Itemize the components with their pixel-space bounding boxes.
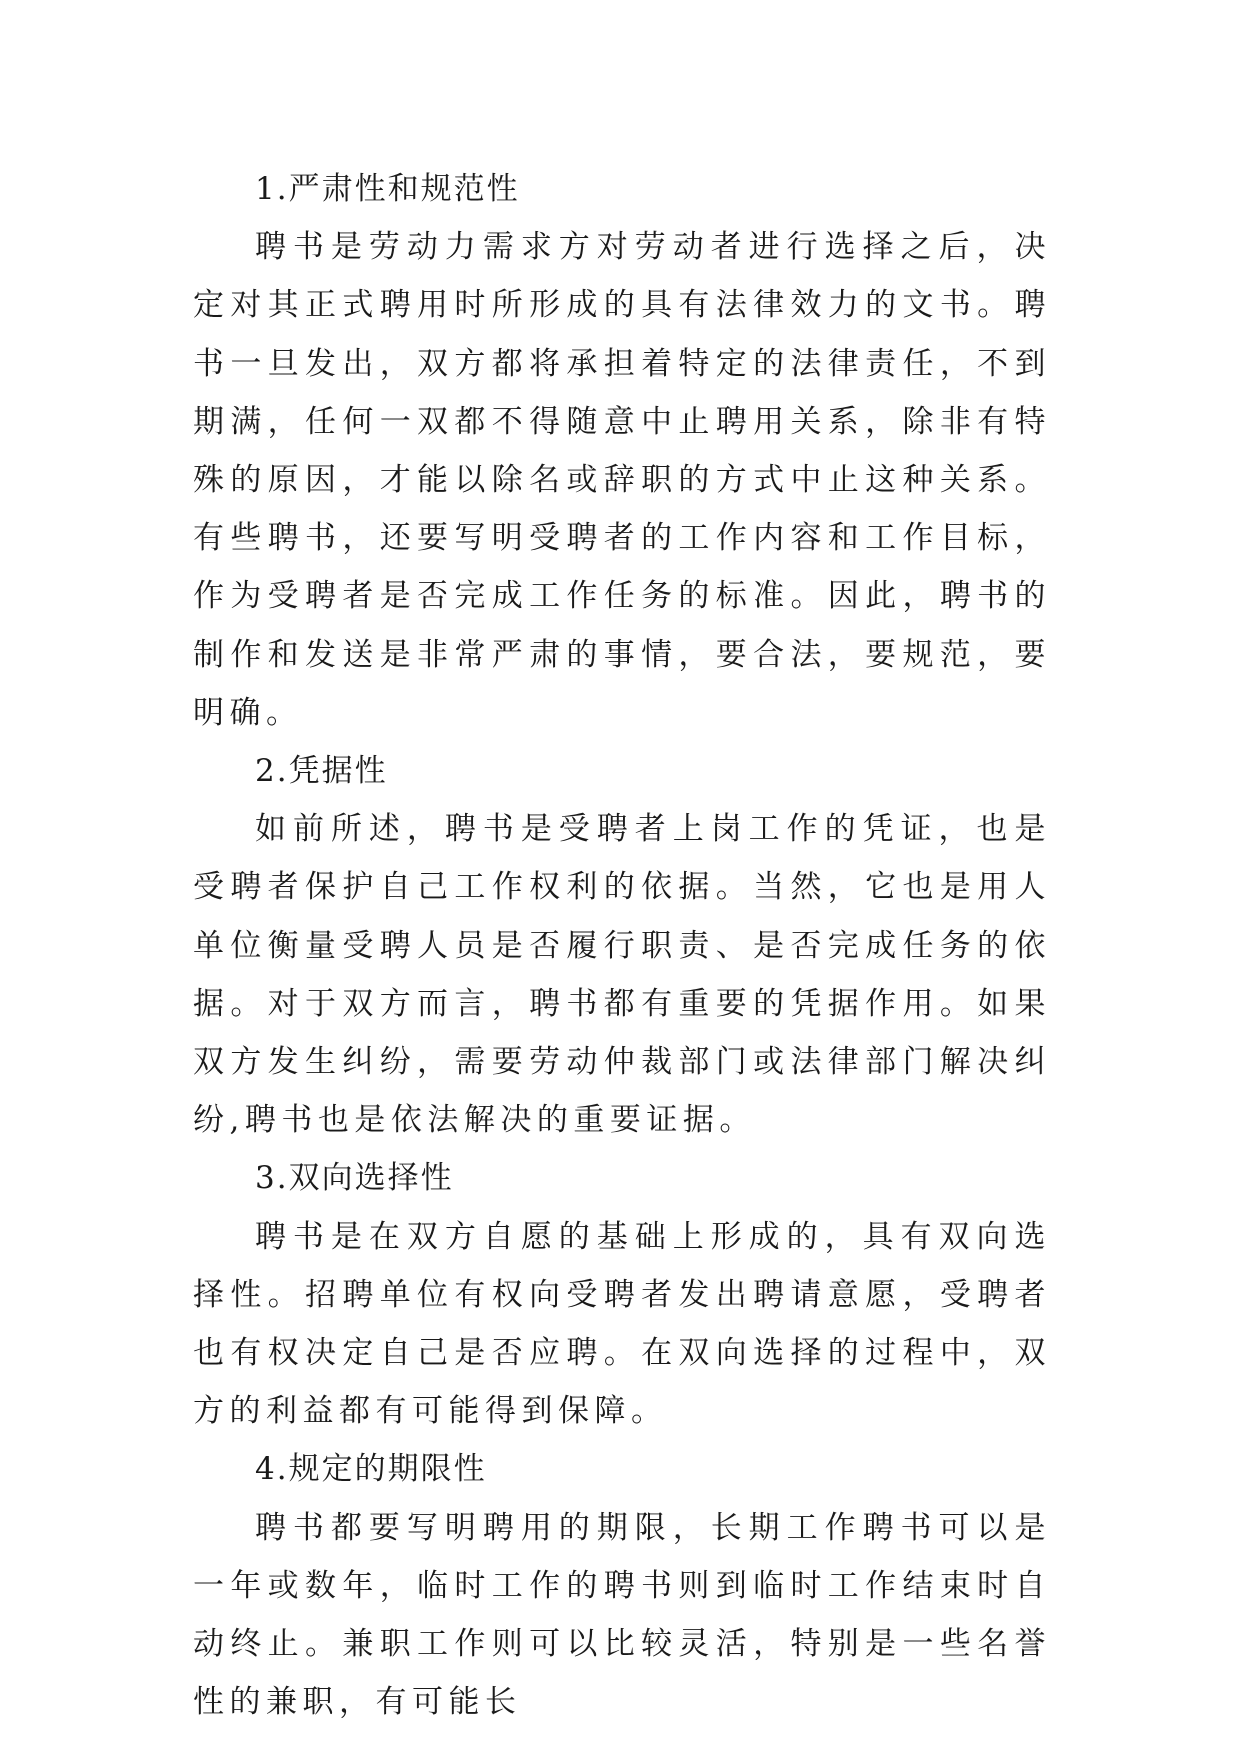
- paragraph-2: 如前所述，聘书是受聘者上岗工作的凭证，也是受聘者保护自己工作权利的依据。当然，它也是用人单位衡量受聘人员是否履行职责、是否完成任务的依据。对于双方而言，聘书都有重要的凭据作用。如果双方发生纠纷，需要劳动仲裁部门或法律部门解决纠纷,聘书也是依法解决的重要证据。: [193, 811, 1051, 1139]
- paragraph-4: 聘书都要写明聘用的期限，长期工作聘书可以是一年或数年，临时工作的聘书则到临时工作结束时自动终止。兼职工作则可以比较灵活，特别是一些名誉性的兼职，有可能长: [193, 1509, 1051, 1721]
- section-heading-4: 4.规定的期限性: [255, 1451, 487, 1488]
- section-heading-1: 1.严肃性和规范性: [255, 171, 520, 207]
- paragraph-3: 聘书是在双方自愿的基础上形成的，具有双向选择性。招聘单位有权向受聘者发出聘请意愿，受聘者也有权决定自己是否应聘。在双向选择的过程中，双方的利益都有可能得到保障。: [193, 1218, 1051, 1430]
- section-heading-2: 2.凭据性: [255, 753, 388, 790]
- document-body: [193, 160, 1051, 1731]
- paragraph-1: 聘书是劳动力需求方对劳动者进行选择之后，决定对其正式聘用时所形成的具有法律效力的文书。聘书一旦发出，双方都将承担着特定的法律责任，不到期满，任何一双都不得随意中止聘用关系，除非有特殊的原因，才能以除名或辞职的方式中止这种关系。有些聘书，还要写明受聘者的工作内容和工作目标，作为受聘者是否完成工作任务的标准。因此，聘书的制作和发送是非常严肃的事情，要合法，要规范，要明确。: [193, 229, 1051, 731]
- section-heading-3: 3.双向选择性: [255, 1160, 454, 1197]
